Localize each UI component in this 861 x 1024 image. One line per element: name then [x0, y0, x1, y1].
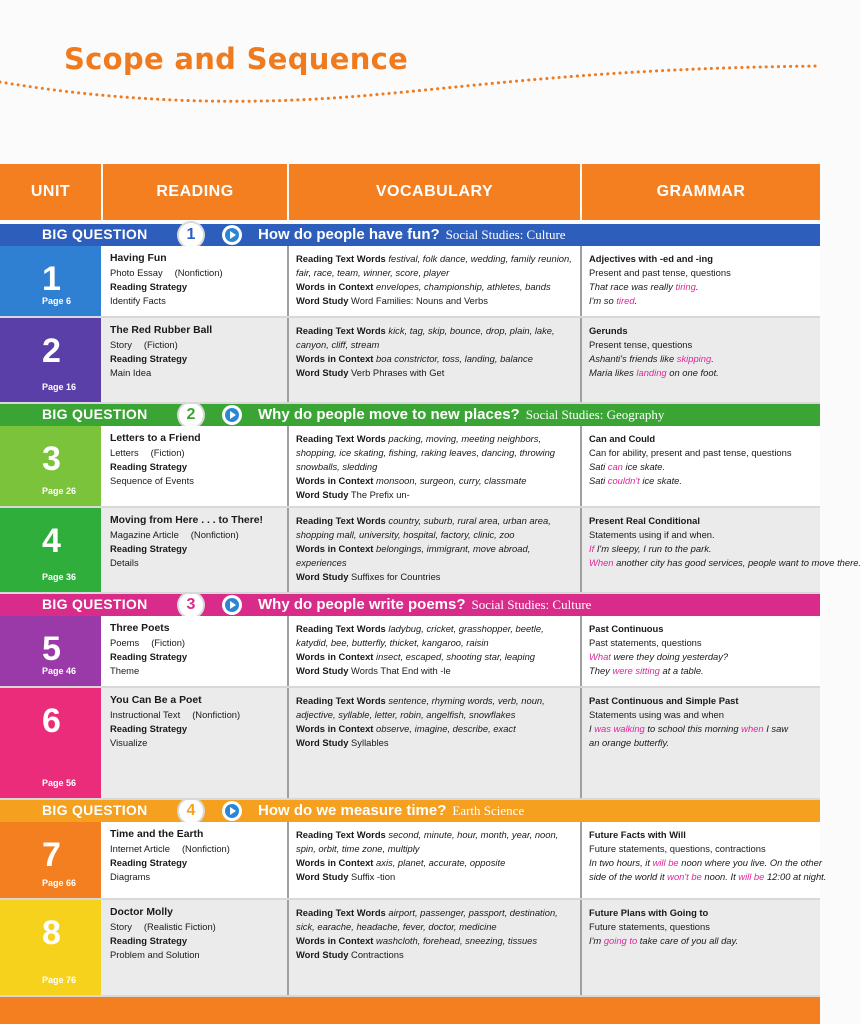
grammar-cell [589, 828, 827, 884]
reading-genre: Internet Article [110, 843, 170, 854]
text-words: country, suburb, rural area, urban area, shopping mall, university, hospital, factory, clinic, zoo [296, 515, 551, 540]
vocabulary-cell: Reading Text Words festival, folk dance, wedding, family reunion, fair, race, team, winner, score, player Words in Context envelopes, championship, athletes, bands Word Study Word Families: Nouns and Verbs [296, 253, 572, 306]
vocabulary-cell: Reading Text Words kick, tag, skip, bounce, drop, plain, lake, canyon, cliff, stream Words in Context boa constrictor, toss, landing, balance Word Study Verb Phrases with Get [296, 325, 555, 378]
reading-strategy-label: Reading Strategy [110, 281, 188, 292]
grammar-example: I was walking to school this morning when I saw [589, 723, 789, 734]
big-question-label: BIG QUESTION [42, 226, 148, 242]
vocabulary-cell: Reading Text Words ladybug, cricket, grasshopper, beetle, katydid, bee, butterfly, thicket, kangaroo, raisin Words in Context insect, escaped, shooting star, leaping Word Study Words That End with -le [296, 623, 544, 676]
reading-title: The Red Rubber Ball [110, 325, 213, 336]
word-study: The Prefix un- [350, 489, 410, 500]
grammar-example: side of the world it won't be noon. It will be 12:00 at night. [589, 871, 827, 882]
unit-page: Page 76 [42, 975, 77, 985]
table-header [0, 164, 820, 220]
reading-strategy: Details [110, 557, 139, 568]
page-title: Scope and Sequence [64, 42, 409, 76]
reading-cell [110, 514, 285, 570]
grammar-cell [589, 252, 820, 308]
unit-number: 8 [42, 914, 61, 952]
reading-strategy: Main Idea [110, 367, 152, 378]
vocabulary-cell: Reading Text Words second, minute, hour, month, year, noon, spin, orbit, time zone, multiply Words in Context axis, planet, accurate, opposite Word Study Suffix -tion [296, 829, 559, 882]
reading-title: Three Poets [110, 623, 170, 634]
reading-title: You Can Be a Poet [110, 695, 202, 706]
grammar-example: an orange butterfly. [589, 737, 670, 748]
reading-type: (Nonfiction) [190, 529, 239, 540]
grammar-example: What were they doing yesterday? [589, 651, 729, 662]
reading-type: (Nonfiction) [174, 267, 223, 278]
vocabulary-cell: Reading Text Words packing, moving, meeting neighbors, shopping, ice skating, fishing, raking leaves, dancing, throwing snowballs, sledding Words in Context monsoon, surgeon, curry, classmate Word Study The Prefix un- [296, 433, 556, 500]
big-question-band [0, 800, 820, 822]
unit-cell [0, 688, 101, 798]
reading-genre: Photo Essay [110, 267, 163, 278]
grammar-desc: Present and past tense, questions [589, 267, 731, 278]
big-question-band [0, 404, 820, 426]
grammar-cell [589, 694, 820, 750]
unit-page: Page 26 [42, 486, 77, 496]
reading-title: Doctor Molly [110, 907, 173, 918]
reading-strategy: Diagrams [110, 871, 151, 882]
reading-title: Time and the Earth [110, 829, 204, 840]
unit-cell [0, 508, 101, 592]
unit-row [0, 426, 820, 508]
big-question-subject: Social Studies: Culture [471, 597, 592, 612]
reading-cell [110, 622, 285, 678]
unit-cell [0, 822, 101, 898]
big-question-label: BIG QUESTION [42, 596, 148, 612]
word-study: Suffix -tion [351, 871, 396, 882]
play-icon[interactable] [222, 225, 242, 245]
context-words: washcloth, forehead, sneezing, tissues [376, 935, 538, 946]
reading-type: (Fiction) [150, 447, 185, 458]
grammar-example: When another city has good services, people want to move there. [589, 557, 861, 568]
unit-cell [0, 616, 101, 686]
grammar-cell [589, 906, 820, 948]
grammar-desc: Statements using was and when [589, 709, 724, 720]
grammar-example: Maria likes landing on one foot. [589, 367, 719, 378]
text-words: second, minute, hour, month, year, noon, spin, orbit, time zone, multiply [296, 829, 559, 854]
grammar-cell [589, 514, 861, 570]
grammar-desc: Future statements, questions, contractions [589, 843, 766, 854]
play-icon[interactable] [222, 405, 242, 425]
reading-type: (Fiction) [143, 339, 178, 350]
grammar-example: Sati couldn't ice skate. [589, 475, 683, 486]
big-question-label: BIG QUESTION [42, 802, 148, 818]
big-question-text: How do we measure time? Earth Science [258, 802, 525, 819]
unit-cell [0, 426, 101, 506]
unit-page: Page 6 [42, 296, 72, 306]
header-grammar: GRAMMAR [656, 183, 746, 200]
unit-row [0, 822, 827, 900]
context-words: boa constrictor, toss, landing, balance [376, 353, 533, 364]
text-words: kick, tag, skip, bounce, drop, plain, lake, canyon, cliff, stream [296, 325, 555, 350]
grammar-example: They were sitting at a table. [589, 665, 704, 676]
word-study: Suffixes for Countries [351, 571, 441, 582]
reading-genre: Letters [110, 447, 139, 458]
reading-cell [110, 828, 285, 884]
grammar-desc: Past statements, questions [589, 637, 702, 648]
reading-strategy-label: Reading Strategy [110, 461, 188, 472]
header-reading: READING [156, 183, 234, 200]
context-words: envelopes, championship, athletes, bands [376, 281, 551, 292]
text-words: airport, passenger, passport, destination, sick, earache, headache, fever, doctor, medicine [296, 907, 558, 932]
grammar-title: Future Plans with Going to [589, 907, 709, 918]
reading-strategy-label: Reading Strategy [110, 723, 188, 734]
unit-row [0, 616, 820, 688]
grammar-cell [589, 324, 820, 380]
reading-title: Moving from Here . . . to There! [110, 515, 263, 526]
grammar-example: Ashanti's friends like skipping. [589, 353, 714, 364]
reading-strategy-label: Reading Strategy [110, 543, 188, 554]
grammar-title: Future Facts with Will [589, 829, 686, 840]
unit-cell [0, 246, 101, 316]
unit-number: 1 [42, 260, 61, 298]
grammar-desc: Statements using if and when. [589, 529, 715, 540]
word-study: Verb Phrases with Get [351, 367, 445, 378]
grammar-example: Sati can ice skate. [589, 461, 666, 472]
reading-genre: Magazine Article [110, 529, 179, 540]
reading-strategy: Sequence of Events [110, 475, 194, 486]
grammar-example: If I'm sleepy, I run to the park. [589, 543, 712, 554]
reading-type: (Nonfiction) [192, 709, 241, 720]
grammar-cell [589, 622, 820, 678]
unit-number: 7 [42, 836, 61, 874]
reading-strategy-label: Reading Strategy [110, 935, 188, 946]
big-question-label: BIG QUESTION [42, 406, 148, 422]
big-question-number: 4 [177, 797, 205, 825]
unit-page: Page 46 [42, 666, 77, 676]
reading-strategy-label: Reading Strategy [110, 651, 188, 662]
dotted-divider [0, 56, 820, 116]
reading-cell [110, 694, 285, 750]
vocabulary-cell: Reading Text Words airport, passenger, passport, destination, sick, earache, headache, fever, doctor, medicine Words in Context washcloth, forehead, sneezing, tissues Word Study Contractions [296, 907, 558, 960]
reading-strategy-label: Reading Strategy [110, 857, 188, 868]
reading-title: Letters to a Friend [110, 433, 201, 444]
reading-strategy: Problem and Solution [110, 949, 200, 960]
header-vocabulary: VOCABULARY [375, 183, 494, 200]
big-question-band [0, 594, 820, 616]
vocabulary-cell: Reading Text Words country, suburb, rural area, urban area, shopping mall, university, hospital, factory, clinic, zoo Words in Context belongings, immigrant, move abroad, experiences Word Study Suffixes for Countries [296, 515, 551, 582]
grammar-title: Gerunds [589, 325, 628, 336]
unit-page: Page 16 [42, 382, 77, 392]
unit-page: Page 36 [42, 572, 77, 582]
unit-row [0, 246, 820, 318]
reading-strategy: Visualize [110, 737, 148, 748]
word-study: Words That End with -le [351, 665, 451, 676]
unit-cell [0, 900, 101, 995]
big-question-subject: Social Studies: Culture [445, 227, 566, 242]
text-words: ladybug, cricket, grasshopper, beetle, katydid, bee, butterfly, thicket, kangaroo, raisin [296, 623, 544, 648]
big-question-number: 1 [177, 221, 205, 249]
reading-genre: Story [110, 339, 132, 350]
reading-title: Having Fun [110, 253, 167, 264]
context-words: insect, escaped, shooting star, leaping [376, 651, 536, 662]
big-question-text: Why do people write poems? Social Studies: Culture [258, 596, 592, 613]
grammar-desc: Present tense, questions [589, 339, 693, 350]
word-study: Word Families: Nouns and Verbs [351, 295, 488, 306]
grammar-cell [589, 432, 820, 488]
big-question-text: Why do people move to new places? Social Studies: Geography [258, 406, 665, 423]
unit-number: 3 [42, 440, 61, 478]
unit-number: 2 [42, 332, 61, 370]
unit-row [0, 508, 861, 594]
unit-row [0, 688, 820, 800]
unit-row [0, 318, 820, 404]
grammar-example: I'm going to take care of you all day. [589, 935, 739, 946]
reading-genre: Instructional Text [110, 709, 181, 720]
big-question-text: How do people have fun? Social Studies: Culture [258, 226, 566, 243]
reading-cell [110, 432, 285, 488]
vocabulary-cell: Reading Text Words sentence, rhyming words, verb, noun, adjective, syllable, letter, robin, angelfish, snowflakes Words in Context observe, imagine, describe, exact Word Study Syllables [296, 695, 545, 748]
big-question-subject: Earth Science [452, 803, 525, 818]
unit-number: 4 [42, 522, 61, 560]
grammar-desc: Can for ability, present and past tense, questions [589, 447, 792, 458]
text-words: festival, folk dance, wedding, family reunion, fair, race, team, winner, score, player [296, 253, 572, 278]
unit-row [0, 900, 820, 997]
reading-type: (Realistic Fiction) [143, 921, 216, 932]
big-question-band [0, 224, 820, 246]
reading-genre: Poems [110, 637, 140, 648]
big-question-number: 3 [177, 591, 205, 619]
grammar-example: I'm so tired. [589, 295, 638, 306]
big-question-subject: Social Studies: Geography [525, 407, 665, 422]
reading-type: (Nonfiction) [181, 843, 230, 854]
reading-cell [110, 906, 285, 962]
unit-page: Page 56 [42, 778, 77, 788]
reading-type: (Fiction) [151, 637, 186, 648]
grammar-example: That race was really tiring. [589, 281, 699, 292]
header-unit: UNIT [30, 183, 71, 200]
footer-bar [0, 997, 820, 1024]
reading-strategy: Identify Facts [110, 295, 166, 306]
big-question-number: 2 [177, 401, 205, 429]
word-study: Syllables [351, 737, 389, 748]
grammar-example: In two hours, it will be noon where you live. On the other [589, 857, 822, 868]
reading-strategy: Theme [110, 665, 140, 676]
reading-strategy-label: Reading Strategy [110, 353, 188, 364]
context-words: axis, planet, accurate, opposite [376, 857, 506, 868]
unit-number: 5 [42, 630, 61, 668]
text-words: packing, moving, meeting neighbors, shopping, ice skating, fishing, raking leaves, dancing, throwing snowballs, sledding [296, 433, 556, 472]
unit-page: Page 66 [42, 878, 77, 888]
context-words: monsoon, surgeon, curry, classmate [376, 475, 527, 486]
reading-cell [110, 324, 285, 380]
reading-genre: Story [110, 921, 132, 932]
unit-number: 6 [42, 702, 61, 740]
unit-cell [0, 318, 101, 402]
word-study: Contractions [351, 949, 404, 960]
reading-cell [110, 252, 285, 308]
context-words: observe, imagine, describe, exact [376, 723, 516, 734]
grammar-title: Past Continuous [589, 623, 664, 634]
play-icon[interactable] [222, 801, 242, 821]
grammar-title: Past Continuous and Simple Past [589, 695, 739, 706]
context-words: belongings, immigrant, move abroad, experiences [296, 543, 531, 568]
grammar-title: Can and Could [589, 433, 656, 444]
grammar-title: Adjectives with -ed and -ing [589, 253, 713, 264]
text-words: sentence, rhyming words, verb, noun, adjective, syllable, letter, robin, angelfish, snowflakes [296, 695, 545, 720]
grammar-title: Present Real Conditional [589, 515, 700, 526]
grammar-desc: Future statements, questions [589, 921, 710, 932]
play-icon[interactable] [222, 595, 242, 615]
